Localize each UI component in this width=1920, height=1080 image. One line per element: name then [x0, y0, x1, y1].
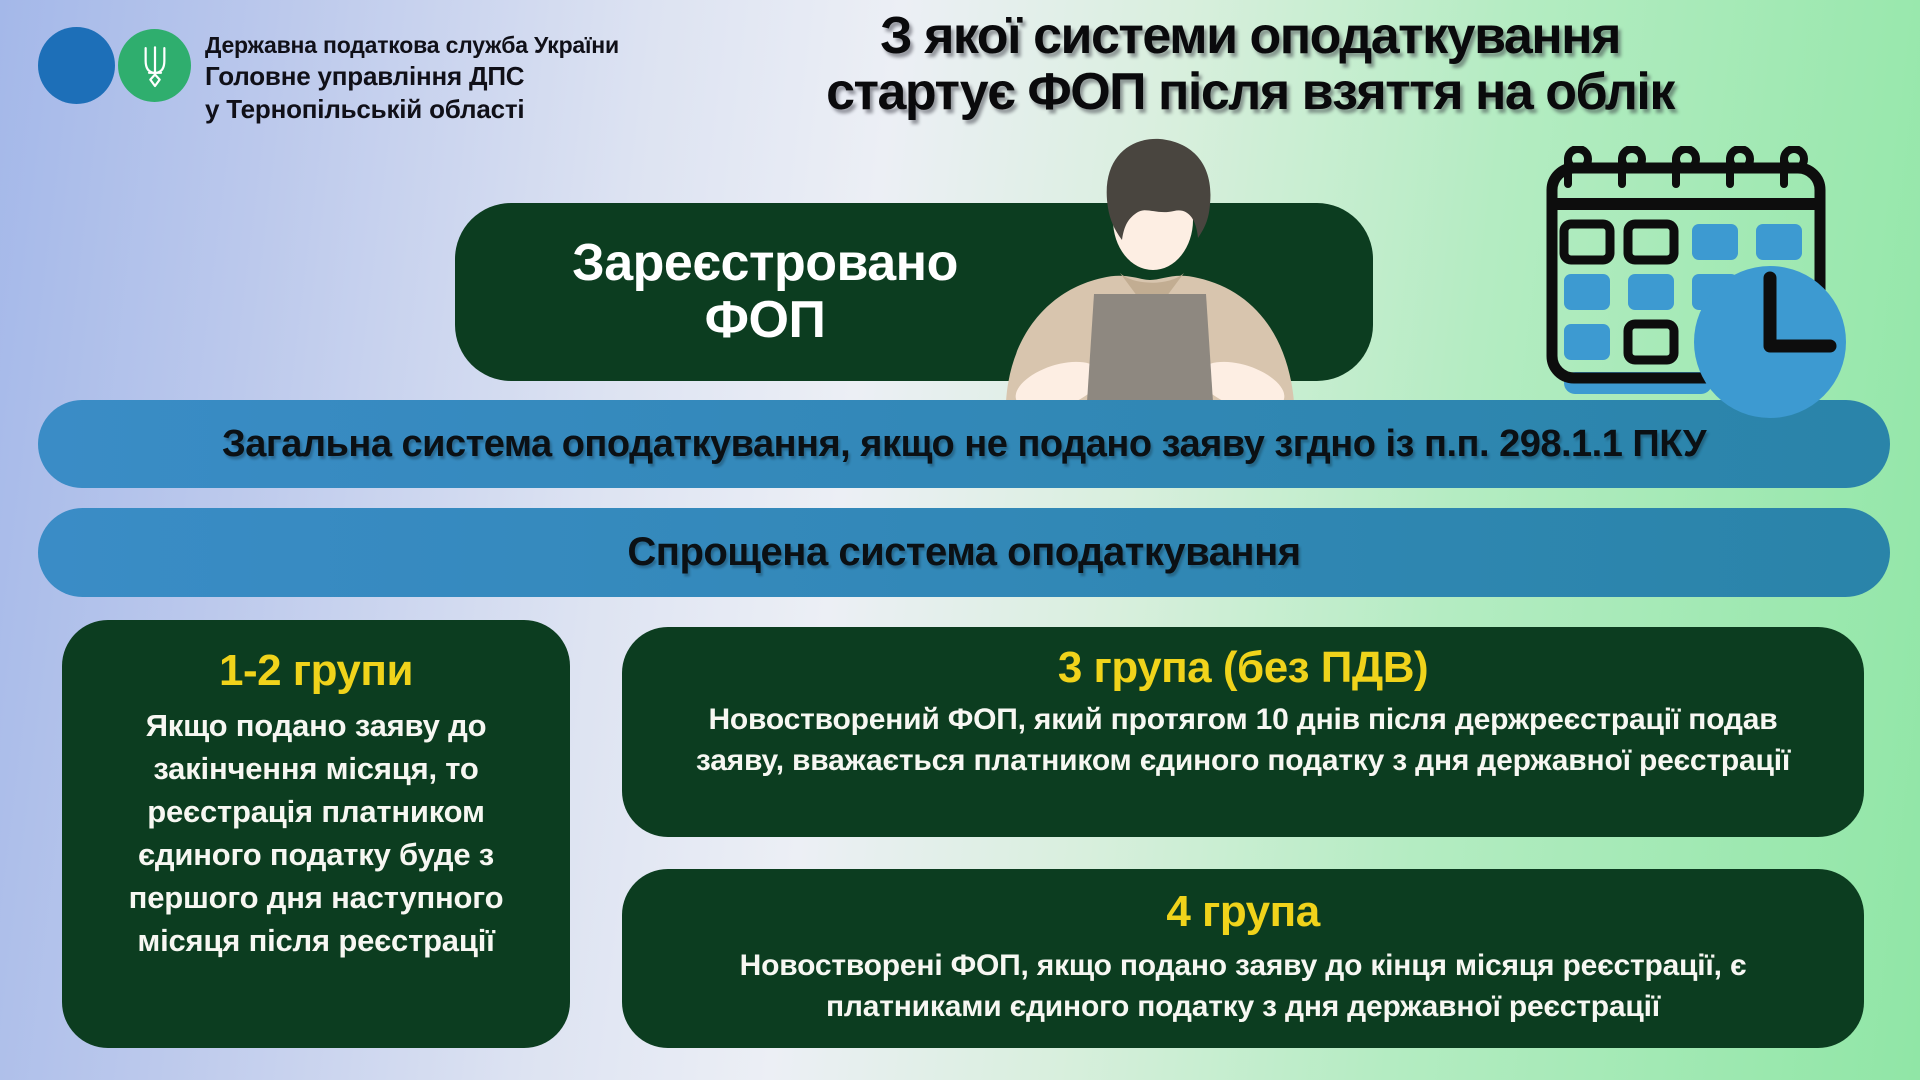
page-title-line-2: стартує ФОП після взяття на облік — [826, 63, 1674, 121]
calendar-header-bar — [1550, 198, 1822, 210]
org-line-2: Головне управління ДПС — [205, 61, 525, 91]
page-title — [660, 8, 1840, 120]
org-name-block — [205, 30, 619, 126]
group-1-2-body: Якщо подано заяву до закінчення місяця, то реєстрація платником єдиного податку буде з першого дня наступного місяця після реєстрації — [128, 708, 504, 958]
general-system-bar-text: Загальна система оподаткування, якщо не подано заяву згдно із п.п. 298.1.1 ПКУ — [221, 422, 1707, 465]
group-1-2-card — [62, 620, 570, 1048]
group-4-card — [622, 869, 1864, 1048]
banner-line-2: ФОП — [704, 291, 826, 349]
laptop — [1087, 294, 1213, 402]
banner-line-1: Зареєстровано — [572, 234, 958, 292]
group-4-body: Новостворені ФОП, якщо подано заяву до кінця місяця реєстрації, є платниками єдиного податку з дня державної реєстрації — [739, 949, 1747, 1023]
dps-logo — [38, 26, 198, 106]
group-3-body: Новостворений ФОП, який протягом 10 днів після держреєстрації подав заяву, вважається платником єдиного податку з дня державної реєстрації — [695, 703, 1791, 777]
logo-blue-circle — [38, 27, 115, 104]
org-line-3: у Тернопільській області — [205, 94, 525, 124]
group-3-heading: 3 група (без ПДВ) — [1057, 643, 1429, 692]
page-title-line-1: З якої системи оподаткування — [880, 7, 1620, 65]
group-1-2-heading: 1-2 групи — [218, 646, 414, 695]
org-line-1: Державна податкова служба України — [205, 32, 619, 58]
person-laptop-illustration — [990, 128, 1310, 402]
logo-green-circle — [118, 29, 191, 102]
registered-fop-banner-text — [455, 203, 1075, 381]
group-4-heading: 4 група — [1166, 887, 1320, 936]
simplified-system-bar — [38, 508, 1890, 597]
calendar-clock-icon — [1542, 146, 1872, 426]
simplified-system-bar-text: Спрощена система оподаткування — [627, 530, 1301, 574]
trident-icon — [138, 43, 172, 89]
group-3-card — [622, 627, 1864, 837]
